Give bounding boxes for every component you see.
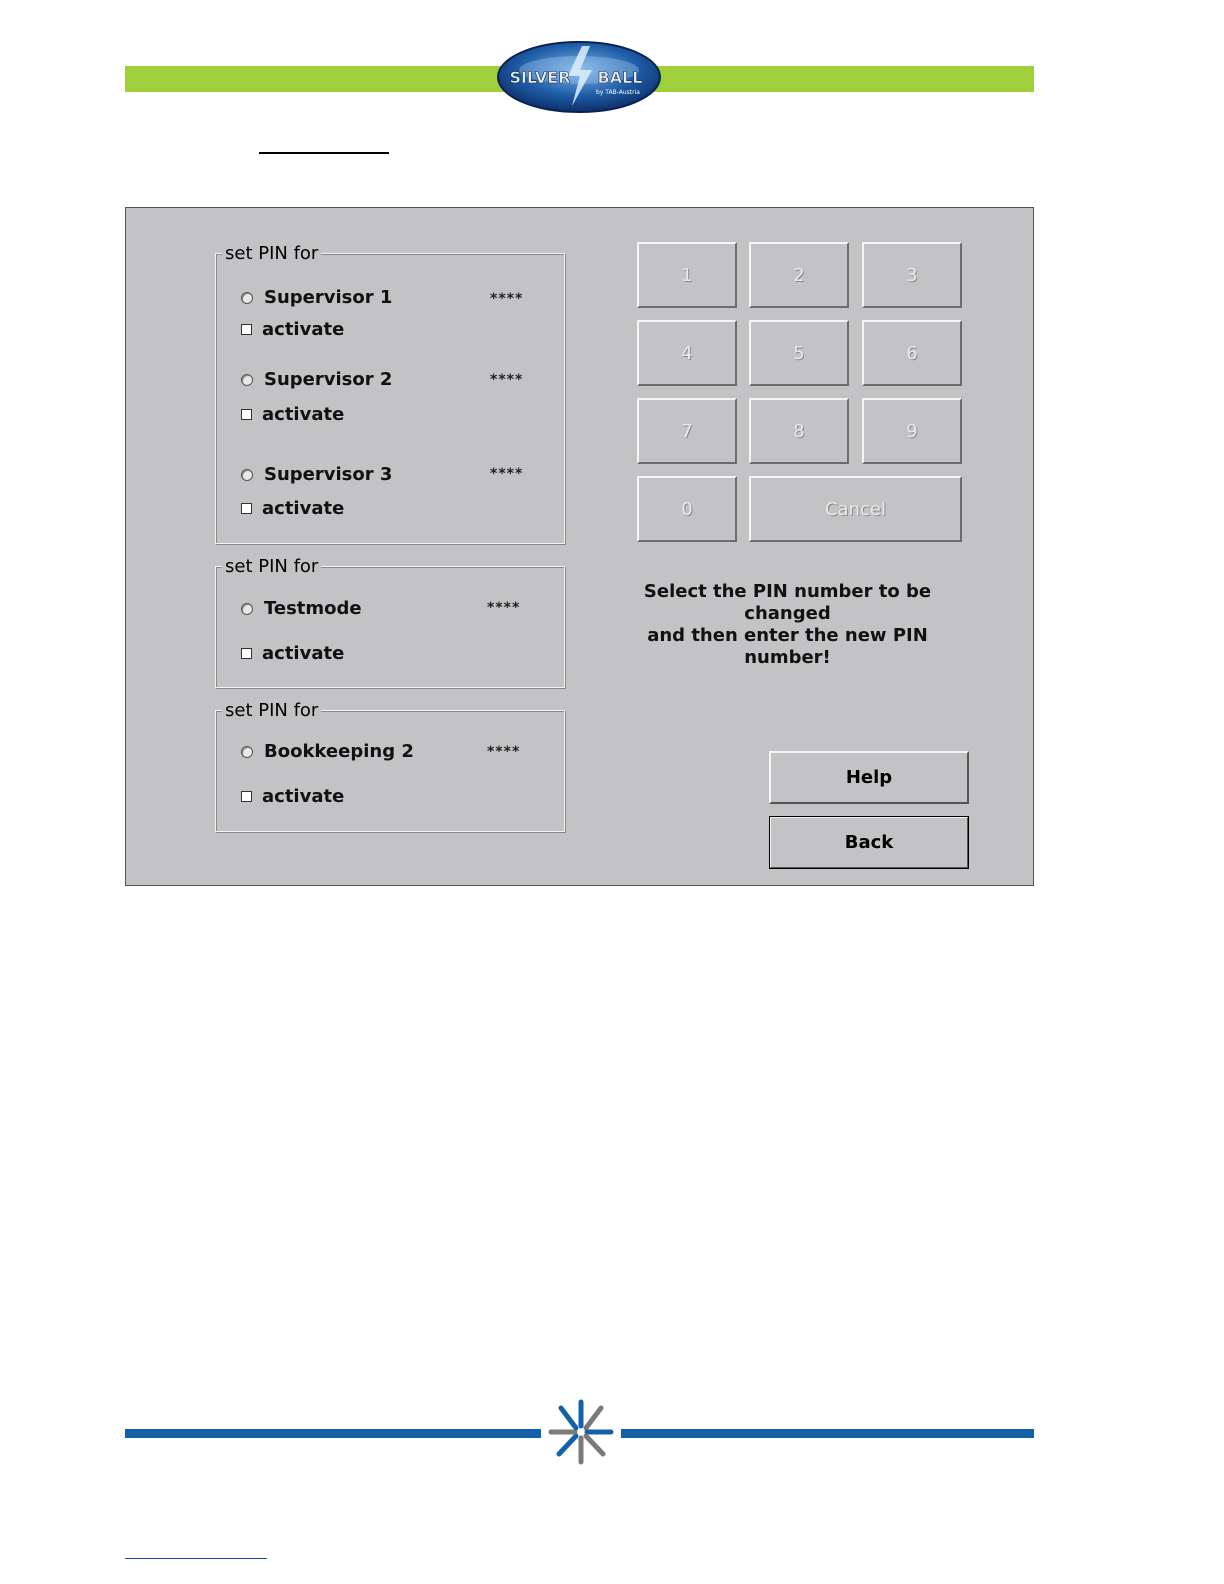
checkbox-activate-supervisor-2[interactable] bbox=[241, 404, 344, 425]
footer-link-underline bbox=[125, 1558, 267, 1559]
radio-label: Supervisor 2 bbox=[264, 369, 393, 390]
pin-mask: **** bbox=[487, 744, 521, 760]
radio-circle[interactable] bbox=[241, 746, 253, 758]
back-button[interactable]: Back bbox=[769, 816, 969, 869]
checkbox-box[interactable] bbox=[241, 648, 252, 659]
checkbox-box[interactable] bbox=[241, 324, 252, 335]
checkbox-activate-bookkeeping-2[interactable] bbox=[241, 786, 344, 807]
footer-bar-left bbox=[125, 1429, 541, 1438]
checkbox-label: activate bbox=[262, 404, 345, 425]
group-legend: set PIN for bbox=[222, 556, 321, 577]
checkbox-activate-supervisor-3[interactable] bbox=[241, 498, 344, 519]
pin-mask: **** bbox=[490, 291, 524, 307]
title-underline bbox=[259, 152, 389, 154]
pin-mask: **** bbox=[490, 466, 524, 482]
keypad-cancel-button[interactable]: Cancel bbox=[749, 476, 962, 542]
radio-circle[interactable] bbox=[241, 603, 253, 615]
instruction-line-2: and then enter the new PIN number! bbox=[647, 625, 928, 668]
radio-label: Testmode bbox=[264, 598, 362, 619]
checkbox-box[interactable] bbox=[241, 503, 252, 514]
instruction-line-1: Select the PIN number to be changed bbox=[643, 581, 932, 624]
keypad-key-1[interactable]: 1 bbox=[637, 242, 737, 308]
svg-text:by TAB-Austria: by TAB-Austria bbox=[596, 89, 640, 96]
pin-group-testmode bbox=[215, 556, 565, 688]
checkbox-activate-supervisor-1[interactable] bbox=[241, 319, 344, 340]
starburst-logo bbox=[546, 1399, 616, 1465]
footer-bar-right bbox=[621, 1429, 1034, 1438]
group-legend: set PIN for bbox=[222, 243, 321, 264]
radio-bookkeeping-2[interactable] bbox=[241, 741, 414, 762]
keypad-key-0[interactable]: 0 bbox=[637, 476, 737, 542]
radio-circle[interactable] bbox=[241, 374, 253, 386]
pin-settings-panel bbox=[125, 207, 1034, 886]
instruction-text bbox=[615, 581, 960, 669]
checkbox-label: activate bbox=[262, 786, 345, 807]
silverball-logo bbox=[496, 40, 662, 114]
pin-mask: **** bbox=[487, 600, 521, 616]
group-legend: set PIN for bbox=[222, 700, 321, 721]
pin-mask: **** bbox=[490, 372, 524, 388]
keypad-key-3[interactable]: 3 bbox=[862, 242, 962, 308]
keypad-key-7[interactable]: 7 bbox=[637, 398, 737, 464]
keypad-key-4[interactable]: 4 bbox=[637, 320, 737, 386]
keypad-key-8[interactable]: 8 bbox=[749, 398, 849, 464]
svg-text:BALL: BALL bbox=[597, 68, 643, 87]
radio-testmode[interactable] bbox=[241, 598, 362, 619]
radio-circle[interactable] bbox=[241, 469, 253, 481]
radio-supervisor-2[interactable] bbox=[241, 369, 392, 390]
checkbox-label: activate bbox=[262, 319, 345, 340]
keypad-key-6[interactable]: 6 bbox=[862, 320, 962, 386]
keypad-key-2[interactable]: 2 bbox=[749, 242, 849, 308]
checkbox-activate-testmode[interactable] bbox=[241, 643, 344, 664]
radio-label: Bookkeeping 2 bbox=[264, 741, 414, 762]
checkbox-box[interactable] bbox=[241, 791, 252, 802]
radio-circle[interactable] bbox=[241, 292, 253, 304]
help-button[interactable]: Help bbox=[769, 751, 969, 804]
pin-group-bookkeeping bbox=[215, 700, 565, 832]
checkbox-label: activate bbox=[262, 498, 345, 519]
radio-label: Supervisor 3 bbox=[264, 464, 393, 485]
radio-supervisor-3[interactable] bbox=[241, 464, 392, 485]
checkbox-label: activate bbox=[262, 643, 345, 664]
keypad-key-9[interactable]: 9 bbox=[862, 398, 962, 464]
checkbox-box[interactable] bbox=[241, 409, 252, 420]
svg-text:SILVER: SILVER bbox=[509, 68, 571, 87]
radio-supervisor-1[interactable] bbox=[241, 287, 392, 308]
radio-label: Supervisor 1 bbox=[264, 287, 393, 308]
keypad-key-5[interactable]: 5 bbox=[749, 320, 849, 386]
